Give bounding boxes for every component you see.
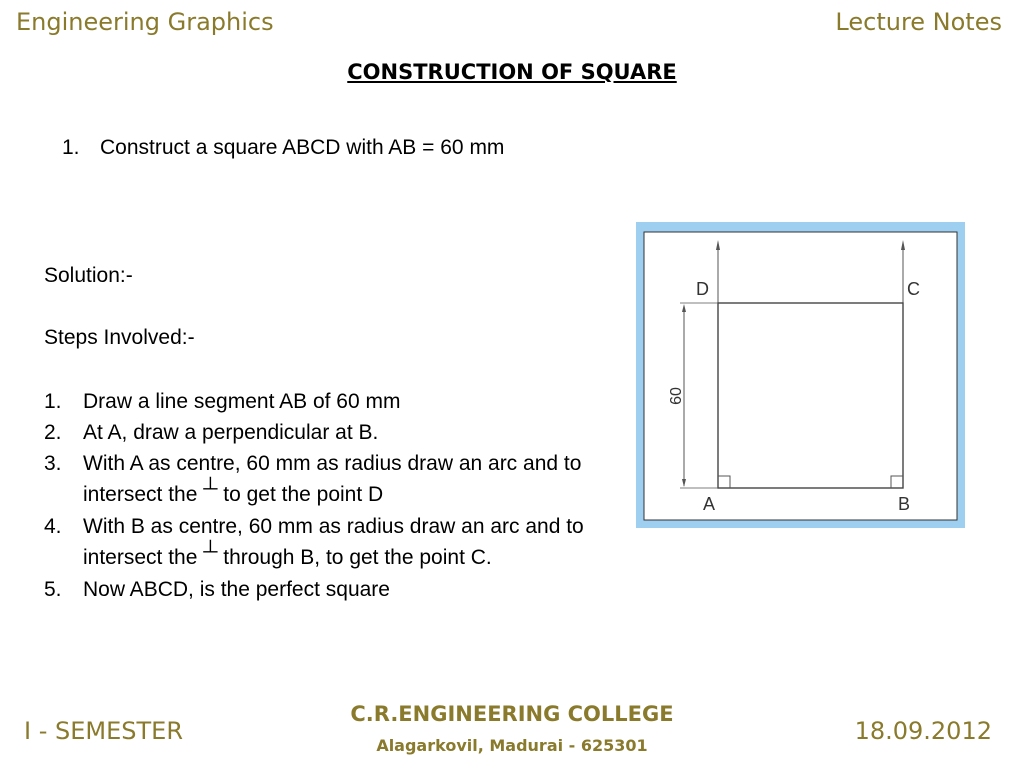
step-item: [44, 417, 624, 448]
label-a: A: [703, 494, 716, 514]
header-lecture-notes: Lecture Notes: [835, 8, 1002, 36]
problem-statement: [62, 136, 504, 160]
diagram-canvas: [644, 232, 957, 520]
problem-number: 1.: [62, 136, 80, 159]
step-number: 5.: [44, 578, 62, 601]
label-b: B: [898, 494, 911, 514]
step-item: [44, 574, 624, 605]
step-text: With B as centre, 60 mm as radius draw an arc and to intersect the: [83, 515, 584, 569]
dimension-label: 60: [668, 387, 685, 405]
step-item: [44, 386, 624, 417]
step-item: [44, 448, 624, 511]
step-text: With A as centre, 60 mm as radius draw an arc and to intersect the: [83, 452, 582, 506]
label-d: D: [696, 279, 709, 299]
step-number: 1.: [44, 390, 62, 413]
header-course-title: Engineering Graphics: [16, 8, 274, 36]
step-item: [44, 511, 624, 574]
footer-semester: I - SEMESTER: [24, 717, 183, 745]
label-c: C: [907, 279, 920, 299]
solution-label: Solution:-: [44, 264, 133, 287]
footer-college-address: Alagarkovil, Madurai - 625301: [376, 736, 648, 755]
step-number: 2.: [44, 421, 62, 444]
step-number: 4.: [44, 515, 62, 538]
step-number: 3.: [44, 452, 62, 475]
problem-text: Construct a square ABCD with AB = 60 mm: [100, 136, 505, 159]
perpendicular-symbol: ┴: [203, 541, 218, 563]
footer-college-name: C.R.ENGINEERING COLLEGE: [350, 702, 674, 726]
step-text-cont: through B, to get the point C.: [217, 546, 492, 569]
footer-date: 18.09.2012: [854, 717, 992, 745]
steps-label: Steps Involved:-: [44, 326, 195, 349]
step-text: Draw a line segment AB of 60 mm: [83, 390, 401, 413]
square-construction-diagram: [636, 222, 965, 528]
step-text-cont: to get the point D: [217, 483, 384, 506]
step-text: Now ABCD, is the perfect square: [83, 578, 390, 601]
page-title: CONSTRUCTION OF SQUARE: [347, 60, 677, 84]
step-text: At A, draw a perpendicular at B.: [83, 421, 379, 444]
perpendicular-symbol: ┴: [203, 478, 218, 500]
steps-list: [44, 386, 624, 605]
